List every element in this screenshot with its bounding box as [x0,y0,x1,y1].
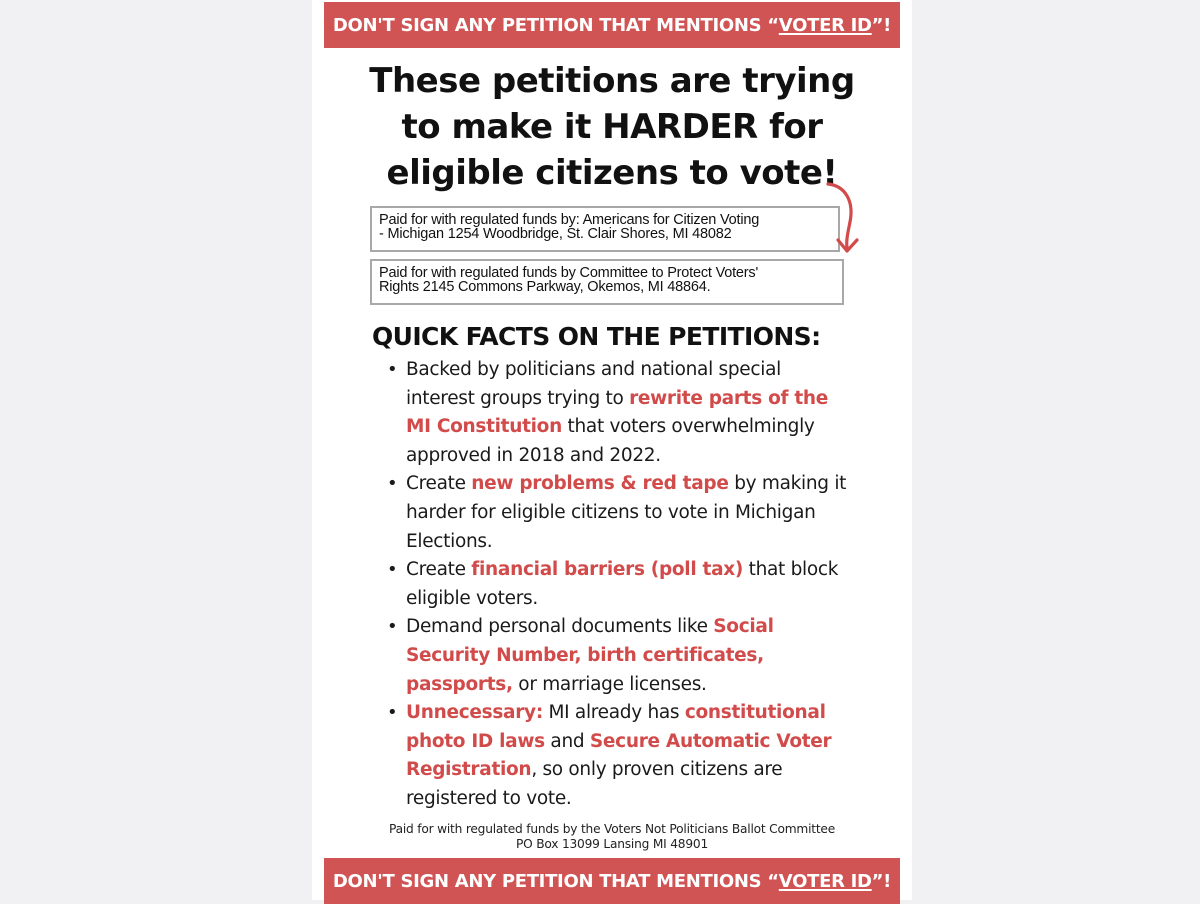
bullet-icon: • [387,359,398,380]
fact-item [387,699,866,813]
fact-text: approved in 2018 and 2022. [406,444,661,466]
fact-item [387,470,866,556]
fact-highlight: Registration [406,759,532,781]
fact-highlight: new problems & red tape [471,473,729,495]
headline-line-1: These petitions are trying [369,61,855,101]
disclaimer-committee-to-protect-voters-rights [370,259,844,305]
fact-text: Elections. [406,530,493,552]
bullet-icon: • [387,473,398,495]
disclaimer-line: - Michigan 1254 Woodbridge, St. Clair Shores, MI 48082 [379,226,732,242]
headline-line-2: to make it HARDER for [401,107,823,147]
fact-text: harder for eligible citizens to vote in Michigan [406,501,816,523]
bullet-icon: • [387,559,398,581]
disclaimer-line: Rights 2145 Commons Parkway, Okemos, MI 48864. [379,279,711,295]
footer-line: Paid for with regulated funds by the Voters Not Politicians Ballot Committee [388,822,836,836]
fact-highlight: Unnecessary: [406,702,543,724]
fact-highlight: Secure Automatic Voter [589,730,832,752]
fact-highlight: photo ID laws [406,730,545,752]
fact-highlight: MI Constitution [406,416,562,438]
headline [352,58,872,196]
fact-text: and [544,730,590,752]
bullet-icon: • [387,616,398,638]
disclaimer-line: Paid for with regulated funds by: Americans for Citizen Voting [379,212,760,228]
fact-highlight: constitutional [684,702,826,724]
fact-highlight: financial barriers (poll tax) [471,559,744,581]
fact-item [387,613,866,699]
fact-text: Create [406,473,472,495]
disclaimer-americans-for-citizen-voting [370,206,840,252]
fact-text: or marriage licenses. [512,673,707,695]
quick-facts-heading: QUICK FACTS ON THE PETITIONS: [372,322,821,351]
curved-arrow-down-icon [820,178,864,258]
fact-text: registered to vote. [406,787,572,809]
fact-item [387,356,866,470]
bullet-icon: • [387,702,398,724]
fact-highlight: Social [713,616,774,638]
quick-facts-list [387,356,866,814]
fact-text: that voters overwhelmingly [561,416,815,438]
petition-flyer [312,0,912,900]
banner-suffix: ”! [871,14,892,36]
banner-prefix: DON'T SIGN ANY PETITION THAT MENTIONS “ [332,870,779,892]
fact-highlight: passports, [406,673,513,695]
fact-text: that block [743,559,839,581]
footer-line: PO Box 13099 Lansing MI 48901 [516,836,708,851]
banner-suffix: ”! [871,870,892,892]
paid-for-footer-note [312,822,912,851]
banner-prefix: DON'T SIGN ANY PETITION THAT MENTIONS “ [332,14,779,36]
fact-text: , so only proven citizens are [531,759,783,781]
fact-text: Backed by politicians and national special [406,359,781,380]
headline-line-3: eligible citizens to vote! [386,153,838,193]
banner-keyword: VOTER ID [778,870,872,892]
bottom-warning-banner [324,858,900,904]
fact-text: interest groups trying to [406,387,630,409]
fact-highlight: Security Number, birth certificates, [406,644,764,666]
disclaimer-line: Paid for with regulated funds by Committee to Protect Voters' [379,265,759,281]
fact-item [387,556,866,613]
fact-text: Demand personal documents like [406,616,714,638]
fact-text: eligible voters. [406,587,538,609]
fact-highlight: rewrite parts of the [629,387,829,409]
fact-text: Create [406,559,472,581]
top-warning-banner [324,2,900,48]
fact-text: by making it [728,473,847,495]
fact-text: MI already has [542,702,685,724]
banner-keyword: VOTER ID [778,14,872,36]
